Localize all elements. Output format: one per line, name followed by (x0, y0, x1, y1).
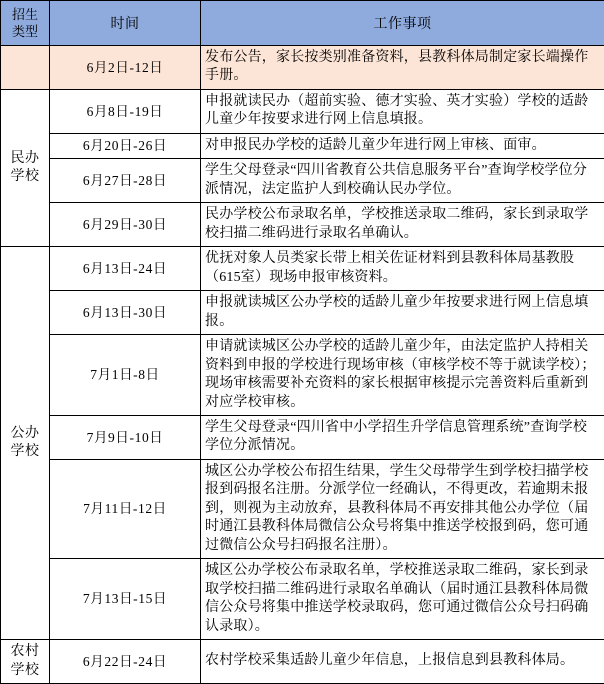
header-cell-type (1, 1, 50, 46)
table-row (1, 46, 604, 90)
header-type-line-2: 类型 (5, 23, 45, 40)
cell-task-description: 发布公告，家长按类别准备资料，县教科体局制定家长端操作手册。 (201, 46, 604, 90)
table-row (1, 89, 604, 133)
table-row (1, 335, 604, 416)
cell-task-description: 城区公办学校公布招生结果，学生父母带学生到学校扫描学校报到码报名注册。分派学位一经确认，不得更改，若逾期未报到，则视为主动放弃，县教科体局不再安排其他公办学位（届时通江县教科体局微信公众号将集中推送学校报到码，您可通过微信公众号扫码报名注册）。 (201, 459, 604, 558)
enrollment-type-line-1: 农村 (5, 643, 45, 661)
cell-date-range: 6月2日-12日 (50, 46, 201, 90)
cell-task-description: 申报就读城区公办学校的适龄儿童少年按要求进行网上信息填报。 (201, 291, 604, 335)
cell-task-description: 学生父母登录“四川省教育公共信息服务平台”查询学校学位分派情况，法定监护人到校确认民办学位。 (201, 159, 604, 203)
table-row (1, 159, 604, 203)
cell-enrollment-type (1, 46, 50, 90)
cell-enrollment-type (1, 247, 50, 640)
cell-date-range: 6月29日-30日 (50, 203, 201, 247)
table-row (1, 203, 604, 247)
cell-enrollment-type (1, 640, 50, 684)
table-row (1, 459, 604, 558)
header-cell-task: 工作事项 (201, 1, 604, 46)
cell-date-range: 7月11日-12日 (50, 459, 201, 558)
table-row (1, 133, 604, 158)
table-row (1, 559, 604, 640)
table-row (1, 291, 604, 335)
cell-date-range: 6月22日-24日 (50, 640, 201, 684)
cell-task-description: 申请就读城区公办学校的适龄儿童少年，由法定监护人持相关资料到申报的学校进行现场审核（审核学校不等于就读学校）；现场审核需要补充资料的家长根据审核提示完善资料后重新到对应学校审核。 (201, 335, 604, 416)
cell-enrollment-type (1, 89, 50, 246)
table-row (1, 640, 604, 684)
cell-task-description: 城区公办学校公布录取名单，学校推送录取二维码，家长到录取学校扫描二维码进行录取名单确认（届时通江县教科体局微信公众号将集中推送学校录取码，您可通过微信公众号扫码确认录取）。 (201, 559, 604, 640)
header-type-line-1: 招生 (5, 6, 45, 23)
table-row (1, 415, 604, 459)
enrollment-type-line-2: 学校 (5, 443, 45, 461)
cell-task-description: 优抚对象人员类家长带上相关佐证材料到县教科体局基教股（615室）现场申报审核资料。 (201, 247, 604, 291)
cell-task-description: 申报就读民办（超前实验、德才实验、英才实验）学校的适龄儿童少年按要求进行网上信息填报。 (201, 89, 604, 133)
table-body (1, 46, 604, 684)
cell-task-description: 学生父母登录“四川省中小学招生升学信息管理系统”查询学校学位分派情况。 (201, 415, 604, 459)
enrollment-type-line-1: 民办 (5, 150, 45, 168)
table-header (1, 1, 604, 46)
enrollment-type-line-2: 学校 (5, 168, 45, 186)
cell-date-range: 6月27日-28日 (50, 159, 201, 203)
cell-task-description: 农村学校采集适龄儿童少年信息，上报信息到县教科体局。 (201, 640, 604, 684)
header-row (1, 1, 604, 46)
table-row (1, 247, 604, 291)
cell-date-range: 6月13日-30日 (50, 291, 201, 335)
enrollment-type-line-1: 公办 (5, 425, 45, 443)
header-cell-time: 时间 (50, 1, 201, 46)
cell-date-range: 6月20日-26日 (50, 133, 201, 158)
cell-date-range: 6月13日-24日 (50, 247, 201, 291)
cell-date-range: 7月9日-10日 (50, 415, 201, 459)
cell-date-range: 7月1日-8日 (50, 335, 201, 416)
cell-date-range: 7月13日-15日 (50, 559, 201, 640)
cell-date-range: 6月8日-19日 (50, 89, 201, 133)
cell-task-description: 民办学校公布录取名单，学校推送录取二维码，家长到录取学校扫描二维码进行录取名单确认。 (201, 203, 604, 247)
enrollment-type-line-2: 学校 (5, 662, 45, 680)
cell-task-description: 对申报民办学校的适龄儿童少年进行网上审核、面审。 (201, 133, 604, 158)
